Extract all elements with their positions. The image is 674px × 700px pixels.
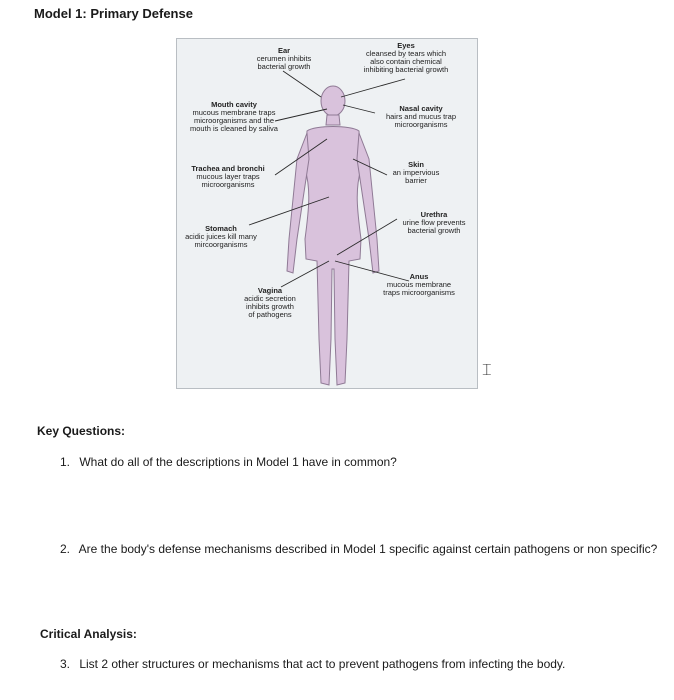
label-eyes: Eyes cleansed by tears which also contain chemical inhibiting bacterial growth (363, 41, 449, 74)
human-body (287, 86, 379, 385)
label-mouth-cavity: Mouth cavity mucous membrane traps microorganisms and the mouth is cleaned by saliva (190, 100, 278, 133)
label-nasal-cavity: Nasal cavity hairs and mucus trap microorganisms (385, 104, 457, 129)
label-urethra: Urethra urine flow prevents bacterial growth (402, 210, 466, 235)
label-ear: Ear cerumen inhibits bacterial growth (256, 46, 312, 71)
question-2-text: Are the body's defense mechanisms described in Model 1 specific against certain pathogens or non specific? (78, 542, 658, 556)
primary-defense-figure (176, 38, 478, 389)
text-cursor-icon: ⌶ (482, 360, 492, 379)
key-questions-heading: Key Questions: (37, 424, 126, 438)
question-2: 2. Are the body's defense mechanisms described in Model 1 specific against certain pathogens or non specific? (60, 542, 658, 556)
page-title: Model 1: Primary Defense (34, 6, 193, 21)
critical-analysis-heading: Critical Analysis: (40, 627, 137, 641)
question-3-text: List 2 other structures or mechanisms that act to prevent pathogens from infecting the body. (79, 657, 566, 671)
label-anus: Anus mucous membrane traps microorganisms (383, 272, 455, 297)
label-trachea-bronchi: Trachea and bronchi mucous layer traps microorganisms (191, 164, 265, 189)
question-3: 3. List 2 other structures or mechanisms that act to prevent pathogens from infecting the body. (60, 657, 566, 671)
label-stomach: Stomach acidic juices kill many mircoorganisms (185, 224, 257, 249)
label-skin: Skin an impervious barrier (392, 160, 440, 185)
label-vagina: Vagina acidic secretion inhibits growth of pathogens (244, 286, 296, 319)
question-1-text: What do all of the descriptions in Model 1 have in common? (79, 455, 397, 469)
question-1: 1. What do all of the descriptions in Model 1 have in common? (60, 455, 397, 469)
